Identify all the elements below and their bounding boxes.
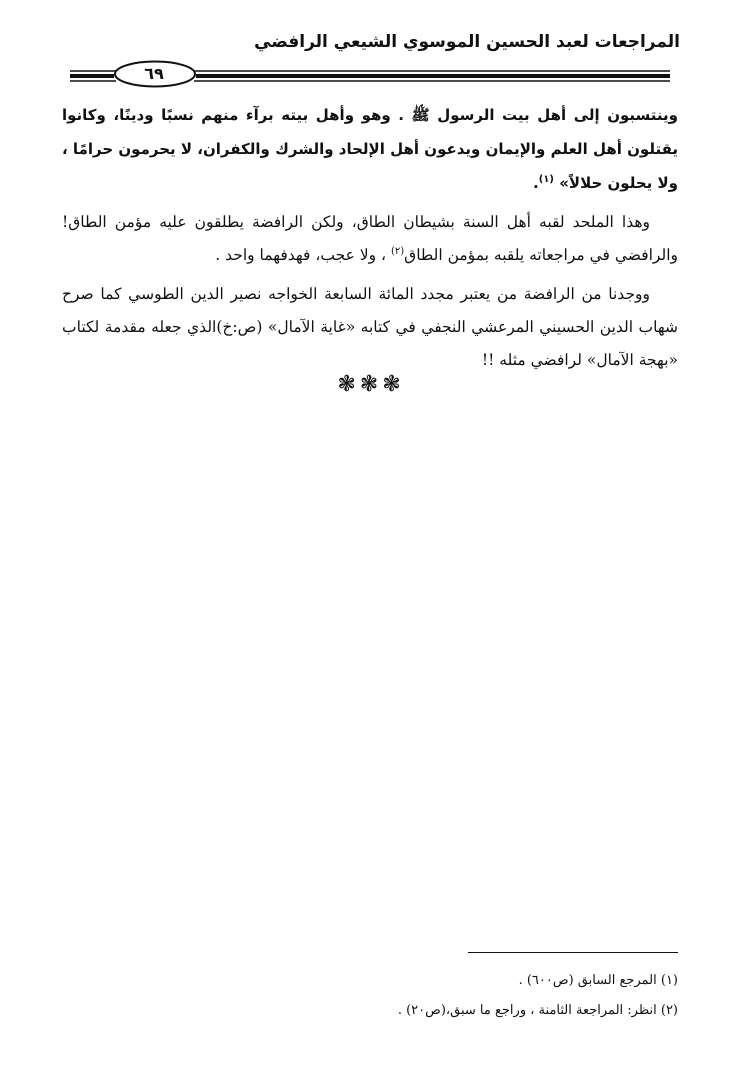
paragraph-2-end: ، ولا عجب، فهدفهما واحد . [215, 246, 391, 264]
paragraph-2 [62, 206, 678, 272]
quote-text: وينتسبون إلى أهل بيت الرسول ﷺ . وهو وأهل بيته برآء منهم نسبًا ودينًا، وكانوا يقتلون أهل العلم والإيمان ويدعون أهل الإلحاد والشرك والكفران، لا يحرمون حرامًا ، ولا يحلون حلالاً» [62, 106, 678, 192]
page-number: ٦٩ [144, 64, 164, 83]
footnote-separator [468, 952, 678, 953]
footnote-ref-2: (٢) [390, 245, 405, 257]
paragraph-quote [62, 98, 678, 200]
footnote-2: (٢) انظر: المراجعة الثامنة ، وراجع ما سبق،(ص٢٠) . [397, 1003, 678, 1018]
paragraph-2-text: وهذا الملحد لقبه أهل السنة بشيطان الطاق، ولكن الرافضة يطلقون عليه مؤمن الطاق! والرافضي في مراجعاته يلقبه بمؤمن الطاق [62, 213, 678, 264]
footnote-ref-1: (١) [538, 174, 554, 185]
quote-end: . [533, 174, 539, 192]
paragraph-3: ووجدنا من الرافضة من يعتبر مجدد المائة السابعة الخواجه نصير الدين الطوسي كما صرح شهاب الدين الحسيني المرعشي النجفي في كتابه «غاية الآمال» (ص:خ)الذي جعله مقدمة لكتاب «بهجة الآمال» لرافضي مثله !! [62, 285, 678, 369]
section-ornament: ❃❃❃ [337, 372, 405, 397]
footnotes [62, 966, 678, 1026]
footnote-1: (١) المرجع السابق (ص٦٠٠) . [518, 973, 678, 988]
main-text [62, 98, 678, 383]
book-title: المراجعات لعبد الحسين الموسوي الشيعي الرافضي [254, 32, 680, 52]
